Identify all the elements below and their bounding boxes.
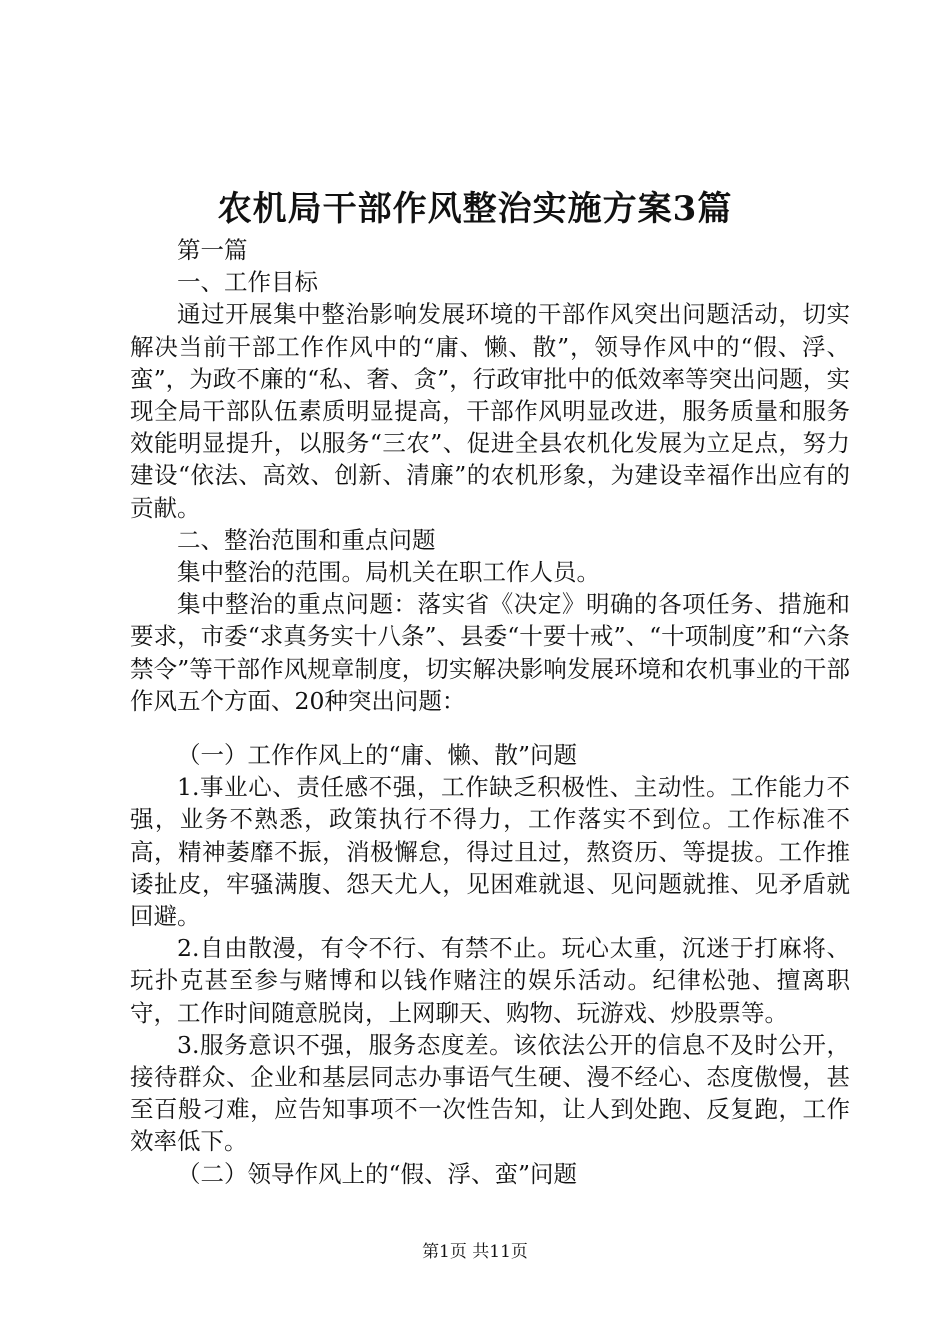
document-title: 农机局干部作风整治实施方案3篇	[217, 189, 733, 229]
section-heading: 一、工作目标	[177, 268, 318, 297]
body-paragraph: 3.服务意识不强，服务态度差。该依法公开的信息不及时公开，接待群众、企业和基层同志办事语气生硬、漫不经心、态度傲慢，甚至百般刁难，应告知事项不一次性告知，让人到处跑、反复跑，工作效率低下。	[130, 1030, 850, 1156]
body-paragraph: 集中整治的范围。局机关在职工作人员。	[177, 558, 600, 587]
section-heading: （二）领导作风上的“假、浮、蛮”问题	[177, 1159, 578, 1188]
body-paragraph: 通过开展集中整治影响发展环境的干部作风突出问题活动，切实解决当前干部工作作风中的“庸、懒、散”，领导作风中的“假、浮、蛮”，为政不廉的“私、奢、贪”，行政审批中的低效率等突出问题，实现全局干部队伍素质明显提高，干部作风明显改进，服务质量和服务效能明显提升，以服务“三农”、促进全县农机化发展为立足点，努力建设“依法、高效、创新、清廉”的农机形象，为建设幸福作出应有的贡献。	[130, 300, 850, 522]
section-heading: 二、整治范围和重点问题	[177, 525, 436, 554]
section-heading: 第一篇	[177, 236, 248, 264]
page-footer: 第1页 共11页	[422, 1242, 528, 1262]
document-body	[130, 234, 850, 1190]
body-paragraph: 2.自由散漫，有令不行、有禁不止。玩心太重，沉迷于打麻将、玩扑克甚至参与赌博和以钱作赌注的娱乐活动。纪律松弛、擅离职守，工作时间随意脱岗，上网聊天、购物、玩游戏、炒股票等。	[130, 934, 850, 1027]
body-paragraph: 集中整治的重点问题：落实省《决定》明确的各项任务、措施和要求，市委“求真务实十八条”、县委“十要十戒”、“十项制度”和“六条禁令”等干部作风规章制度，切实解决影响发展环境和农机事业的干部作风五个方面、20种突出问题：	[130, 590, 850, 715]
body-paragraph: 1.事业心、责任感不强，工作缺乏积极性、主动性。工作能力不强，业务不熟悉，政策执行不得力，工作落实不到位。工作标准不高，精神萎靡不振，消极懈怠，得过且过，熬资历、等提拔。工作推诿扯皮，牢骚满腹、怨天尤人，见困难就退、见问题就推、见矛盾就回避。	[130, 773, 850, 931]
section-heading: （一）工作作风上的“庸、懒、散”问题	[177, 741, 578, 770]
